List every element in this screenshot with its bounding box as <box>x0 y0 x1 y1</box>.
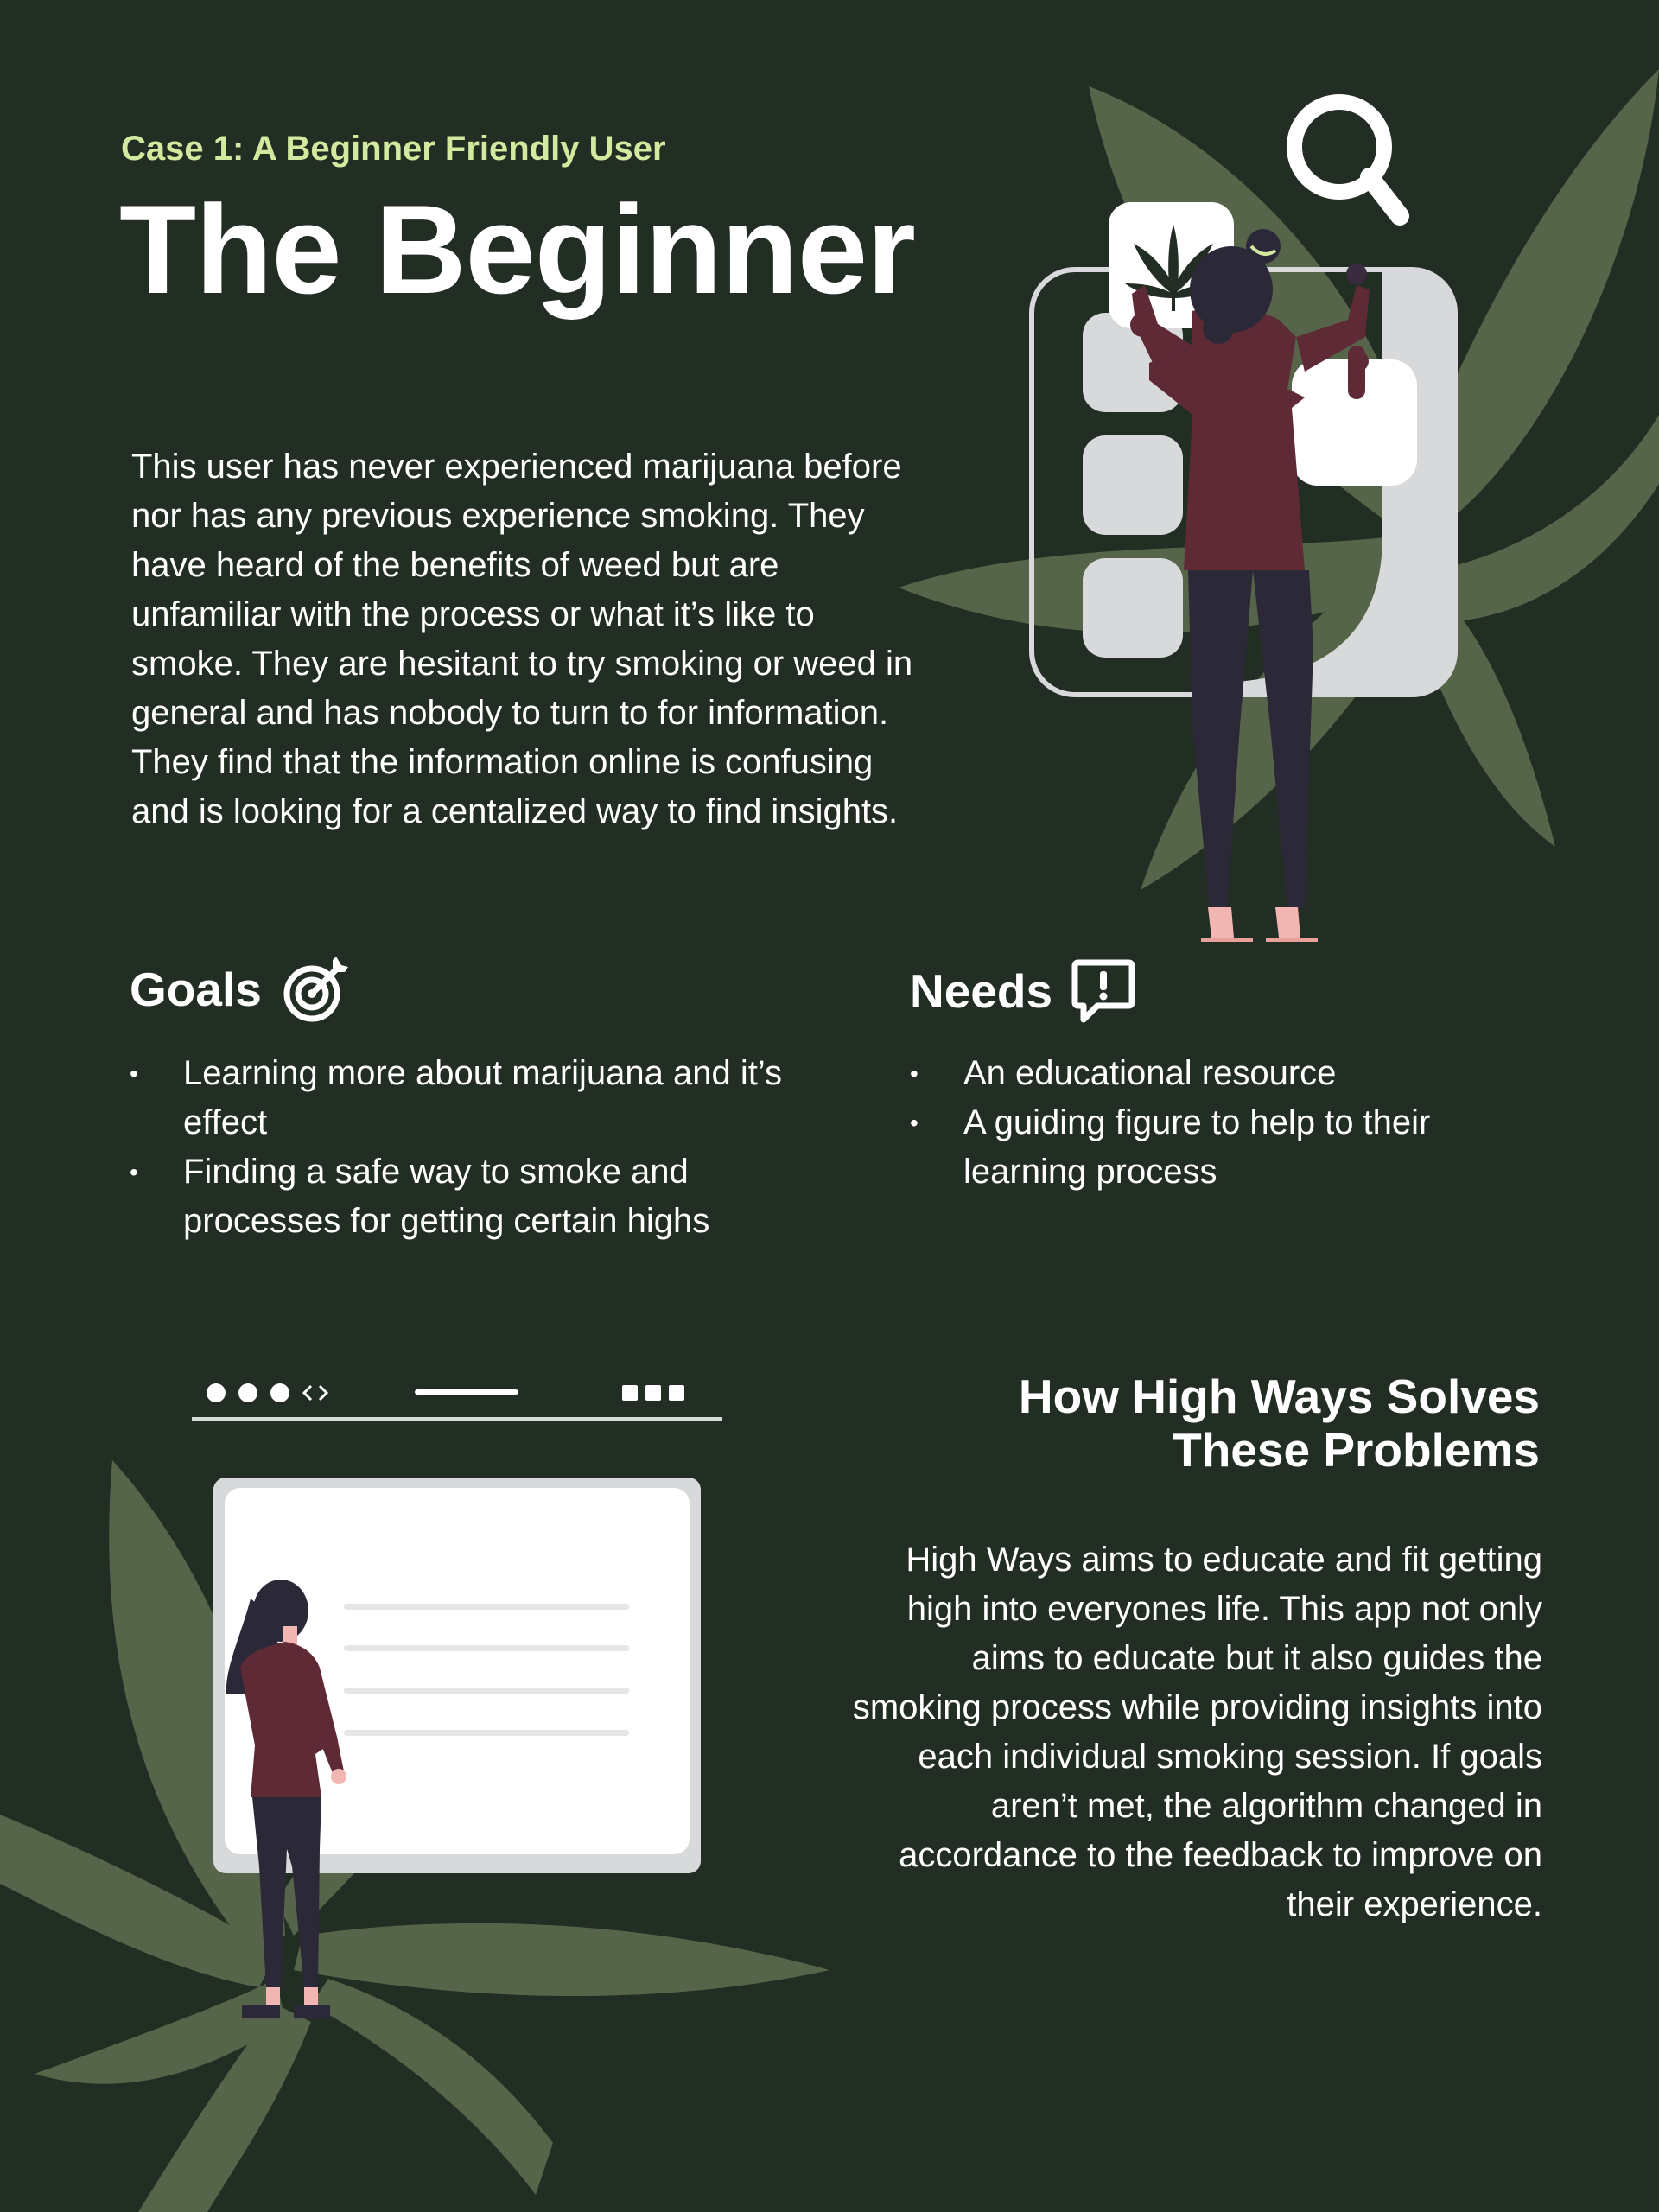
goals-heading-text: Goals <box>130 963 262 1016</box>
case-eyebrow: Case 1: A Beginner Friendly User <box>121 130 666 168</box>
list-item: • Learning more about marijuana and it’s effect <box>130 1049 804 1147</box>
search-icon <box>1294 102 1400 216</box>
goals-heading <box>130 955 350 1024</box>
alert-chat-icon <box>1071 959 1135 1023</box>
solution-heading <box>849 1370 1540 1477</box>
list-item: • An educational resource <box>910 1049 1515 1098</box>
page-title: The Beginner <box>119 179 915 320</box>
woman-app-illustration <box>1020 86 1469 950</box>
intro-paragraph: This user has never experienced marijuana before nor has any previous experience smoking. They have heard of the benefits of weed but are unfamiliar with the process or what it’s like to smoke. They are hesitant to try smoking or weed in general and has nobody to turn to for information. They find that the information online is confusing and is looking for a centalized way to find insights. <box>131 448 913 830</box>
target-icon <box>281 955 350 1024</box>
needs-heading <box>910 959 1135 1023</box>
list-item: • Finding a safe way to smoke and processes for getting certain highs <box>130 1147 804 1246</box>
needs-heading-text: Needs <box>910 964 1053 1018</box>
solution-heading-line1: How High Ways Solves <box>1018 1370 1540 1423</box>
solution-heading-line2: These Problems <box>1173 1423 1540 1477</box>
goals-list <box>130 1049 804 1246</box>
browser-woman-illustration <box>190 1365 743 2039</box>
solution-paragraph: High Ways aims to educate and fit getting high into everyones life. This app not only aims to educate but it also guides the smoking process while providing insights into each individual smoking session. If goals aren’t met, the algorithm changed in accordance to the feedback to improve on their experience. <box>852 1541 1542 1923</box>
list-item: • A guiding figure to help to their learning process <box>910 1098 1515 1197</box>
needs-list <box>910 1049 1515 1197</box>
